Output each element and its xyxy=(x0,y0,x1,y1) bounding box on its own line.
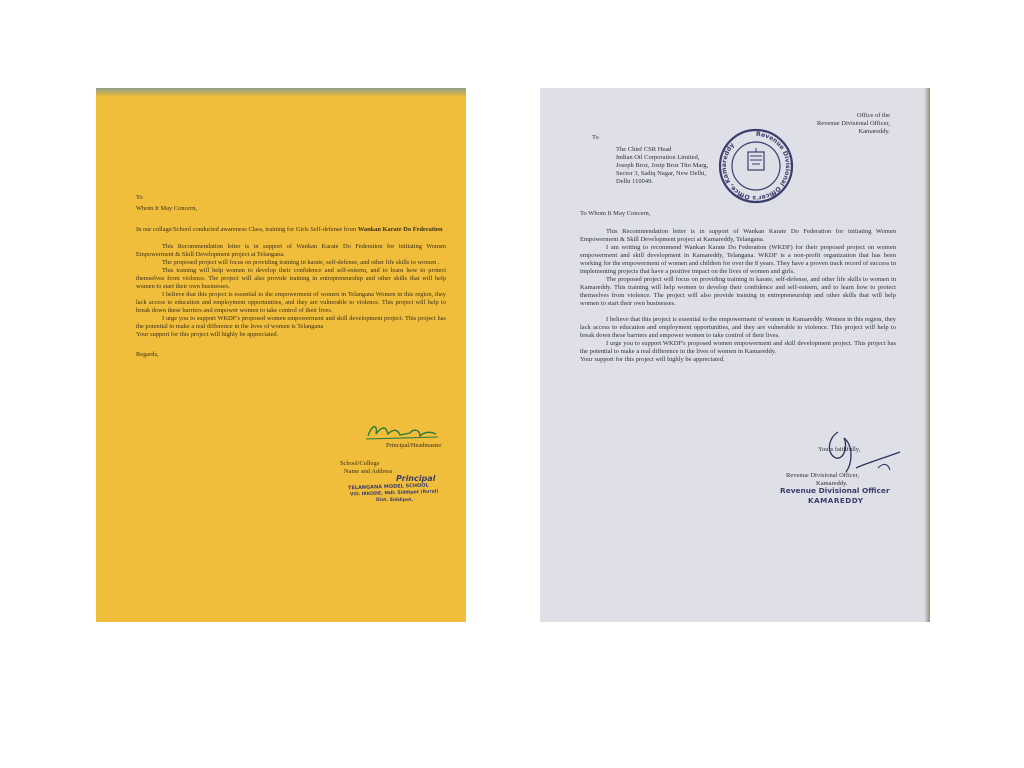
left-school-label-2: Name and Address xyxy=(344,468,393,475)
principal-stamp-title: Principal xyxy=(396,474,436,483)
left-paragraph: This training will help women to develop their confidence and self-esteem, and to learn how to protect themselves from violence. The project will also provide training in entrepreneurship and other skills that will help women to start their own businesses. xyxy=(136,267,446,290)
left-paragraph: I urge you to support WKDF's proposed women empowerment and skill development project. This project has the potential to make a real difference in the lives of women is Telangana xyxy=(136,315,446,330)
rdo-stamp-line: KAMAREDDY xyxy=(808,496,864,505)
principal-stamp-line: Dist. Siddipet. xyxy=(376,498,414,503)
principal-stamp-line: TELANGANA MODEL SCHOOL xyxy=(347,482,429,492)
right-addressee xyxy=(616,146,708,186)
addressee-line: Indian Oil Corporation Limited, xyxy=(616,154,700,161)
addressee-line: Delhi 110049. xyxy=(616,178,653,185)
photo-edge xyxy=(924,88,930,622)
right-paragraph: I urge you to support WKDF's proposed women empowerment and skill development project. This project has the potential to make a real difference in the lives of women in Kamareddy. xyxy=(580,340,896,355)
left-signatory: Principal/Headmaster xyxy=(386,442,442,449)
right-paragraph: I am writing to recommend Wankan Karate Do Federation (WKDF) for their proposed project on women empowerment and skill development in Kamareddy, Telangana. WKDF is a non-profit organization that has been working for the empowerment of women and children for over the 8 years. They have a proven track record of success in implementing projects that have a positive impact on the lives of women and girls. xyxy=(580,244,896,275)
photo-edge xyxy=(96,88,466,96)
left-letter-photo xyxy=(96,88,466,622)
left-intro-bold: Wankan Karate Do Federation xyxy=(357,226,443,233)
right-to: To xyxy=(592,134,599,141)
left-letter-body xyxy=(136,194,446,359)
right-sign-line: Kamareddy. xyxy=(816,480,848,487)
right-sign-line: Revenue Divisional Officer, xyxy=(786,472,860,479)
right-paragraph: I believe that this project is essential to the empowerment of women in Kamareddy. Women in this region, they lack access to education and employment opportunities, and they are vulnerable to violence. This project will help to break down these barriers and empower women to take control of their lives. xyxy=(580,316,896,339)
left-paragraph: The proposed project will focus on providing training in karate, self-defense, and other life skills to women . xyxy=(162,259,440,266)
right-paragraph: This Recommendation letter is in support of Wankan Karate Do Federation for initiating Women Empowerment & Skill Development project at Kamareddy, Telangana. xyxy=(580,228,896,243)
seal-text: Revenue Divisional Officer's Office, Kamareddy xyxy=(720,130,791,202)
left-salutation: Whom It May Concern, xyxy=(136,205,198,212)
left-to: To xyxy=(136,194,143,201)
left-paragraph: I believe that this project is essential to the empowerment of women in Telangana Women in this region, they lack access to education and employment opportunities, and they are vulnerable to violence. This project will help to break down these barriers and empower women to take control of their lives. xyxy=(136,291,446,314)
left-paragraph: This Recommendation letter is in support of Wankan Karate Do Federation for initiating Women Empowerment & Skill Development project at Telangana. xyxy=(136,243,446,258)
rdo-stamp-line: Revenue Divisional Officer xyxy=(780,486,890,495)
office-seal xyxy=(716,126,796,206)
right-closing-line: Your support for this project will highly be appreciated. xyxy=(580,356,725,363)
right-office-line: Kamareddy. xyxy=(858,128,890,135)
left-closing-line: Your support for this project will highly be appreciated. xyxy=(136,331,279,338)
principal-stamp-line: Vill: IRKODE, Mdl: Siddipet (Rural) xyxy=(349,489,439,498)
addressee-line: Joseph Broz, Josip Broz Tito Marg, xyxy=(616,162,709,169)
right-letter-body xyxy=(580,210,896,364)
left-school-label-1: School/College xyxy=(340,460,380,467)
addressee-line: The Chief CSR Head xyxy=(616,146,672,153)
right-office-line: Office of the xyxy=(856,112,890,119)
left-intro: In our collage/School conducted awareness Class, training for Girls Self-defense from Wankan Karate Do Federation xyxy=(136,226,443,233)
principal-signature xyxy=(364,422,440,444)
left-regards: Regards, xyxy=(136,351,159,358)
right-paragraph: The proposed project will focus on providing training in karate, self-defense, and other life skills to women in Kamareddy. This training will help women to develop their confidence and self-esteem, and to learn how to protect themselves from violence. The project will also provide training in entrepreneurship and other skills that will help women to start their own businesses. xyxy=(580,276,896,307)
right-salutation: To Whom It May Concern, xyxy=(580,210,651,217)
right-office-block xyxy=(817,112,890,136)
addressee-line: Sector 3, Sadiq Nagar, New Delhi, xyxy=(616,170,706,177)
right-yours: Yours faithfully, xyxy=(818,446,861,453)
right-office-line: Revenue Divisional Officer, xyxy=(816,120,890,127)
right-letter-photo xyxy=(540,88,930,622)
